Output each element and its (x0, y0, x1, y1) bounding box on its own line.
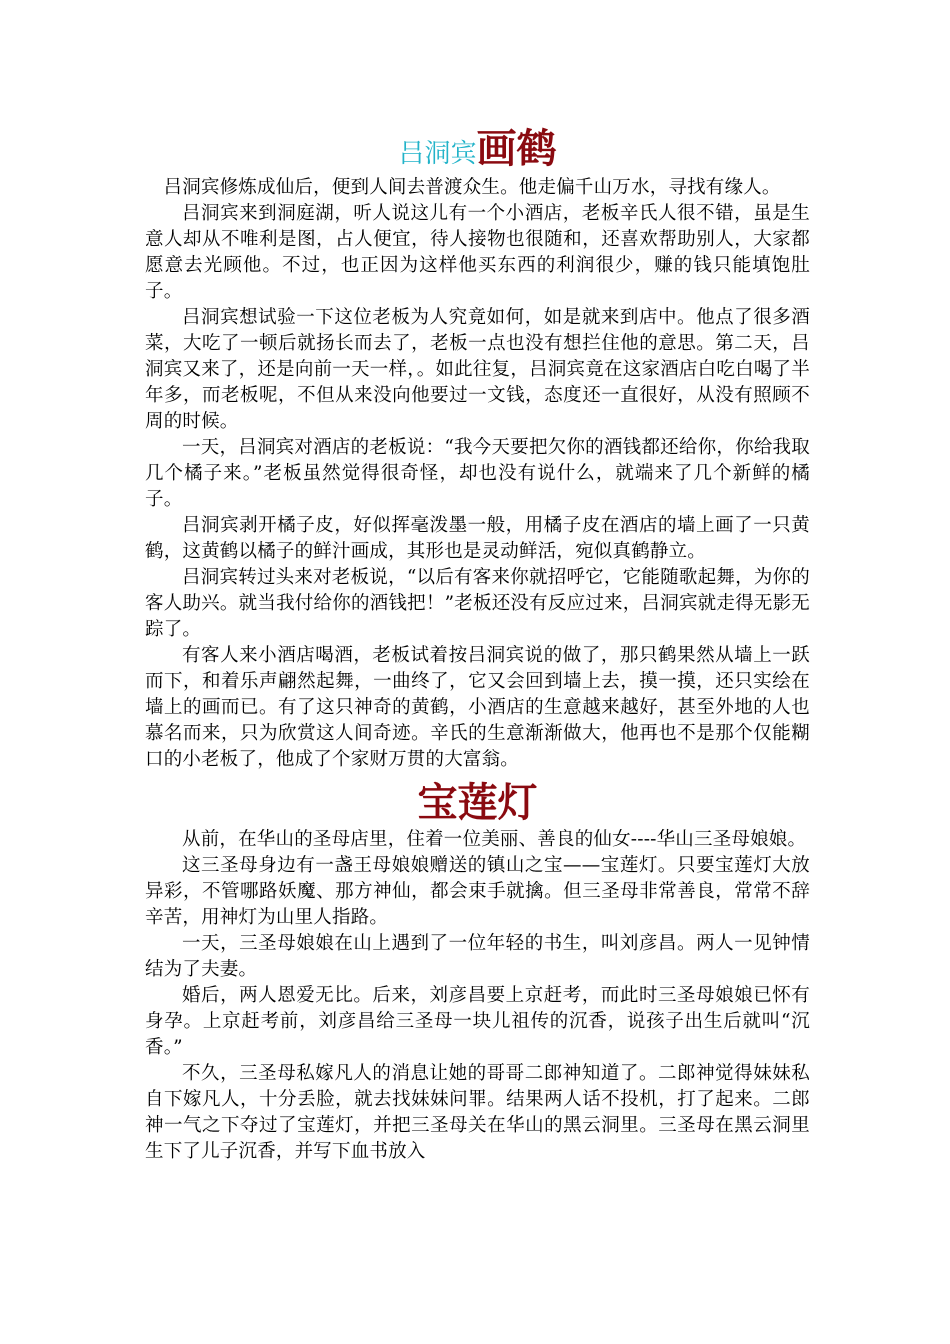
paragraph: 有客人来小酒店喝酒，老板试着按吕洞宾说的做了，那只鹤果然从墙上一跃而下，和着乐声翩然起舞，一曲终了，它又会回到墙上去，摸一摸，还只实绘在墙上的画而已。有了这只神奇的黄鹤，小酒店的生意越来越好，甚至外地的人也慕名而来，只为欣赏这人间奇迹。辛氏的生意渐渐做大，他再也不是那个仅能糊口的小老板了，他成了个家财万贯的大富翁。 (145, 645, 810, 770)
paragraph: 不久，三圣母私嫁凡人的消息让她的哥哥二郎神知道了。二郎神觉得妹妹私自下嫁凡人，十分丢脸，就去找妹妹问罪。结果两人话不投机，打了起来。二郎神一气之下夺过了宝莲灯，并把三圣母关在华山的黑云洞里。三圣母在黑云洞里生下了儿子沉香，并写下血书放入 (145, 1063, 810, 1162)
paragraph: 吕洞宾转过头来对老板说，“以后有客来你就招呼它，它能随歌起舞，为你的客人助兴。就当我付给你的酒钱把！”老板还没有反应过来，吕洞宾就走得无影无踪了。 (145, 567, 810, 640)
paragraph: 从前，在华山的圣母店里，住着一位美丽、善良的仙女----华山三圣母娘娘。 (182, 829, 807, 850)
document-page (145, 120, 810, 1165)
paragraph: 这三圣母身边有一盏王母娘娘赠送的镇山之宝——宝莲灯。只要宝莲灯大放异彩，不管哪路妖魔、那方神仙，都会束手就擒。但三圣母非常善良，常常不辞辛苦，用神灯为山里人指路。 (145, 855, 810, 928)
title-main: 画鹤 (476, 125, 557, 172)
story-body-crane (145, 175, 810, 773)
paragraph: 一天，三圣母娘娘在山上遇到了一位年轻的书生，叫刘彦昌。两人一见钟情结为了夫妻。 (145, 933, 810, 980)
story-body-lotus-lantern (145, 827, 810, 1165)
story-title-crane (145, 125, 810, 173)
title-main: 宝莲灯 (417, 779, 538, 826)
paragraph: 一天，吕洞宾对酒店的老板说：“我今天要把欠你的酒钱都还给你，你给我取几个橘子来。”老板虽然觉得很奇怪，却也没有说什么，就端来了几个新鲜的橘子。 (145, 437, 810, 510)
paragraph: 吕洞宾来到洞庭湖，听人说这儿有一个小酒店，老板辛氏人很不错，虽是生意人却从不唯利是图，占人便宜，待人接物也很随和，还喜欢帮助别人，大家都愿意去光顾他。不过，也正因为这样他买东西的利润很少，赚的钱只能填饱肚子。 (145, 203, 810, 302)
paragraph: 吕洞宾修炼成仙后，便到人间去普渡众生。他走偏千山万水，寻找有缘人。 (163, 177, 781, 198)
paragraph: 吕洞宾剥开橘子皮，好似挥毫泼墨一般，用橘子皮在酒店的墙上画了一只黄鹤，这黄鹤以橘子的鲜汁画成，其形也是灵动鲜活，宛似真鹤静立。 (145, 515, 810, 562)
title-prefix: 吕洞宾 (398, 139, 477, 169)
paragraph: 吕洞宾想试验一下这位老板为人究竟如何，如是就来到店中。他点了很多酒菜，大吃了一顿后就扬长而去了，老板一点也没有想拦住他的意思。第二天，吕洞宾又来了，还是向前一天一样，。如此往复，吕洞宾竟在这家酒店白吃白喝了半年多，而老板呢，不但从来没向他要过一文钱，态度还一直很好，从没有照顾不周的时候。 (145, 307, 810, 432)
paragraph: 婚后，两人恩爱无比。后来，刘彦昌要上京赶考，而此时三圣母娘娘已怀有身孕。上京赶考前，刘彦昌给三圣母一块儿祖传的沉香，说孩子出生后就叫“沉香。” (145, 985, 810, 1058)
story-title-lotus-lantern (145, 779, 810, 827)
